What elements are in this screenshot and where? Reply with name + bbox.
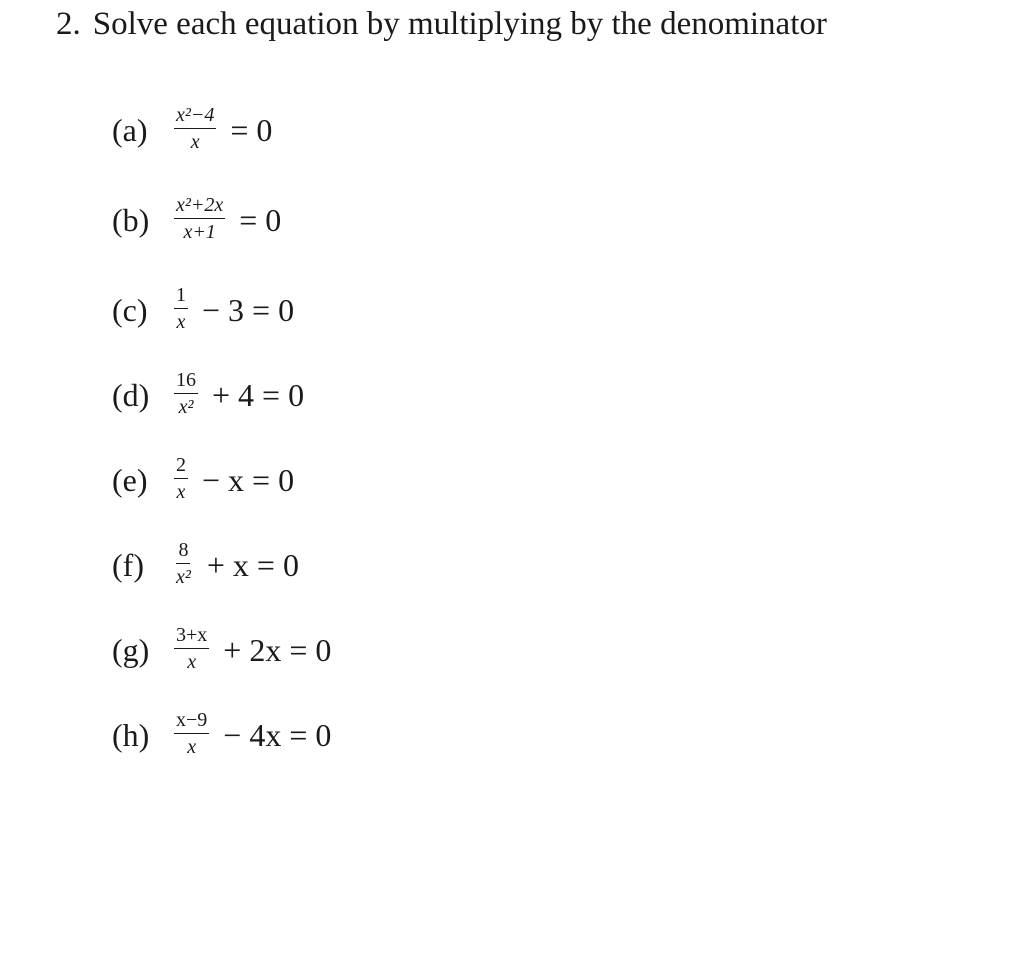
fraction-numerator: 16 — [174, 369, 198, 394]
equation-rest: + 4 = 0 — [212, 376, 305, 413]
equation-item-h — [112, 695, 331, 775]
item-label: (d) — [112, 376, 150, 413]
fraction — [174, 709, 209, 758]
equation-item-e — [112, 440, 294, 520]
fraction-numerator: 2 — [174, 454, 188, 479]
equation-rest: + 2x = 0 — [223, 631, 332, 668]
equation-rest: − 3 = 0 — [202, 291, 295, 328]
fraction-numerator: x²−4 — [174, 104, 216, 129]
fraction-denominator: x+1 — [183, 220, 216, 243]
fraction-numerator: 8 — [176, 539, 190, 564]
item-label: (b) — [112, 201, 150, 238]
equation-rest: − x = 0 — [202, 461, 295, 498]
item-label: (e) — [112, 461, 148, 498]
fraction-numerator: 1 — [174, 284, 188, 309]
equation-item-f — [112, 525, 299, 605]
problem-number: 2. — [56, 6, 81, 42]
equation-rest: = 0 — [239, 201, 282, 238]
fraction — [174, 284, 188, 333]
fraction-denominator: x — [176, 480, 186, 503]
equation-rest: = 0 — [230, 111, 273, 148]
equation-item-a — [112, 90, 272, 170]
equation-rest: + x = 0 — [206, 546, 299, 583]
equation-item-d — [112, 355, 304, 435]
fraction — [174, 194, 225, 243]
fraction — [174, 369, 198, 418]
fraction-numerator: 3+x — [174, 624, 209, 649]
fraction-denominator: x — [176, 310, 186, 333]
equation-item-g — [112, 610, 331, 690]
fraction — [174, 454, 188, 503]
equation-list — [112, 0, 912, 962]
fraction-denominator: x² — [178, 395, 194, 418]
fraction-numerator: x−9 — [174, 709, 209, 734]
item-label: (h) — [112, 716, 150, 753]
item-label: (f) — [112, 546, 144, 583]
fraction-denominator: x — [190, 130, 200, 153]
item-label: (c) — [112, 291, 148, 328]
fraction-denominator: x² — [176, 565, 191, 588]
equation-rest: − 4x = 0 — [223, 716, 332, 753]
item-label: (a) — [112, 111, 148, 148]
fraction-denominator: x — [187, 735, 197, 758]
item-label: (g) — [112, 631, 150, 668]
fraction — [174, 539, 193, 588]
fraction — [174, 624, 209, 673]
equation-item-b — [112, 180, 281, 260]
fraction-denominator: x — [187, 650, 197, 673]
equation-item-c — [112, 270, 294, 350]
fraction-numerator: x²+2x — [174, 194, 225, 219]
fraction — [174, 104, 216, 153]
problem-instruction: Solve each equation by multiplying by the denominator — [92, 6, 827, 42]
